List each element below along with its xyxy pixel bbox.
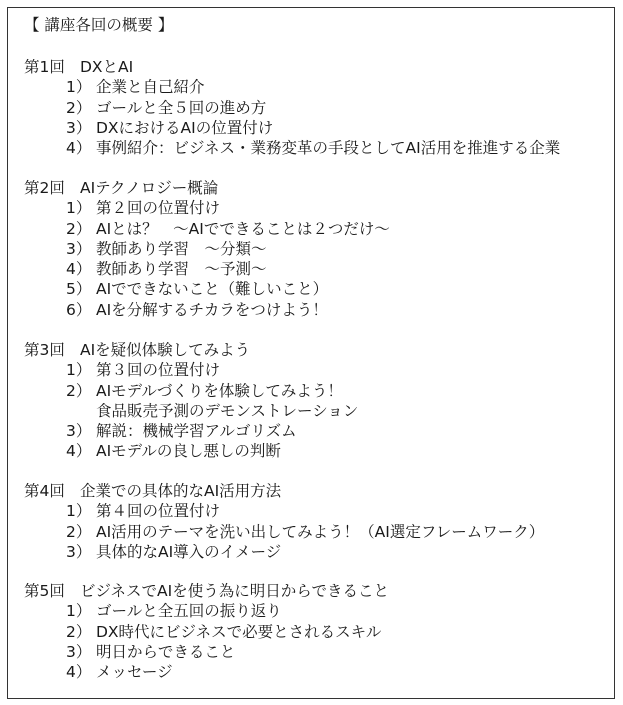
item-text: 事例紹介：ビジネス・業務変革の手段としてAI活用を推進する企業 xyxy=(96,139,561,158)
list-item xyxy=(24,300,614,320)
session-number: 第1回 xyxy=(24,58,65,76)
list-item xyxy=(24,501,614,521)
item-text: 食品販売予測のデモンストレーション xyxy=(96,401,359,420)
item-text: 企業と自己紹介 xyxy=(96,78,205,97)
list-item xyxy=(24,279,614,299)
session-number: 第4回 xyxy=(24,482,65,500)
item-index: 3） xyxy=(66,642,92,661)
item-text: 第４回の位置付け xyxy=(96,502,221,521)
session-number: 第5回 xyxy=(24,582,65,600)
session-block xyxy=(24,57,614,158)
item-text: 教師あり学習 ～予測～ xyxy=(96,260,267,279)
session-heading xyxy=(24,340,614,360)
list-item xyxy=(24,259,614,279)
item-text: DX時代にビジネスで必要とされるスキル xyxy=(96,622,382,641)
list-item xyxy=(24,542,614,562)
item-text: 第３回の位置付け xyxy=(96,361,221,380)
session-heading xyxy=(24,581,614,601)
item-index: 4） xyxy=(66,442,92,461)
session-heading xyxy=(24,57,614,77)
item-index: 4） xyxy=(66,663,92,682)
list-item xyxy=(24,522,614,542)
item-index: 2） xyxy=(66,381,92,400)
item-index: 3） xyxy=(66,118,92,137)
item-index: 4） xyxy=(66,139,92,158)
list-item xyxy=(24,138,614,158)
list-item xyxy=(24,662,614,682)
list-item xyxy=(24,642,614,662)
item-index: 3） xyxy=(66,422,92,441)
item-index: 3） xyxy=(66,542,92,561)
item-text: DXにおけるAIの位置付け xyxy=(96,118,274,137)
item-text: AIモデルづくりを体験してみよう！ xyxy=(96,381,343,400)
list-item xyxy=(24,219,614,239)
item-text: ゴールと全五回の振り返り xyxy=(96,602,282,621)
item-index: 2） xyxy=(66,522,92,541)
item-index: 6） xyxy=(66,300,92,319)
list-item xyxy=(24,622,614,642)
session-title: ビジネスでAIを使う為に明日からできること xyxy=(80,582,390,600)
list-item xyxy=(24,98,614,118)
item-text: ゴールと全５回の進め方 xyxy=(96,98,267,117)
session-title: DXとAI xyxy=(80,58,134,76)
item-text: AIでできないこと（難しいこと） xyxy=(96,280,329,299)
item-index: 1） xyxy=(66,361,92,380)
list-item xyxy=(24,239,614,259)
session-block xyxy=(24,481,614,562)
list-item xyxy=(24,401,614,421)
page-title: 【 講座各回の概要 】 xyxy=(24,16,174,34)
item-index: 2） xyxy=(66,98,92,117)
item-text: AIモデルの良し悪しの判断 xyxy=(96,442,281,461)
item-text: AIを分解するチカラをつけよう！ xyxy=(96,300,328,319)
session-block xyxy=(24,340,614,462)
list-item xyxy=(24,381,614,401)
item-text: AIとは？ ～AIでできることは２つだけ～ xyxy=(96,219,390,238)
session-heading xyxy=(24,481,614,501)
session-number: 第3回 xyxy=(24,341,65,359)
list-item xyxy=(24,441,614,461)
item-index: 1） xyxy=(66,78,92,97)
list-item xyxy=(24,360,614,380)
list-item xyxy=(24,601,614,621)
item-index: 1） xyxy=(66,602,92,621)
item-text: AI活用のテーマを洗い出してみよう！（AI選定フレームワーク） xyxy=(96,522,545,541)
item-index: 1） xyxy=(66,199,92,218)
item-text: 教師あり学習 ～分類～ xyxy=(96,239,267,258)
list-item xyxy=(24,77,614,97)
session-block xyxy=(24,178,614,320)
list-item xyxy=(24,421,614,441)
item-index: 1） xyxy=(66,502,92,521)
item-text: 第２回の位置付け xyxy=(96,199,221,218)
item-text: 明日からできること xyxy=(96,642,236,661)
session-title: 企業での具体的なAI活用方法 xyxy=(80,482,282,500)
list-item xyxy=(24,118,614,138)
item-index: 3） xyxy=(66,239,92,258)
item-index: 2） xyxy=(66,219,92,238)
session-title: AIテクノロジー概論 xyxy=(80,179,219,197)
item-index: 5） xyxy=(66,280,92,299)
item-text: 具体的なAI導入のイメージ xyxy=(96,542,282,561)
item-text: メッセージ xyxy=(96,663,173,682)
session-heading xyxy=(24,178,614,198)
item-index: 2） xyxy=(66,622,92,641)
session-title: AIを疑似体験してみよう xyxy=(80,341,251,359)
session-number: 第2回 xyxy=(24,179,65,197)
item-index: 4） xyxy=(66,260,92,279)
list-item xyxy=(24,198,614,218)
session-block xyxy=(24,581,614,682)
item-text: 解説：機械学習アルゴリズム xyxy=(96,422,297,441)
